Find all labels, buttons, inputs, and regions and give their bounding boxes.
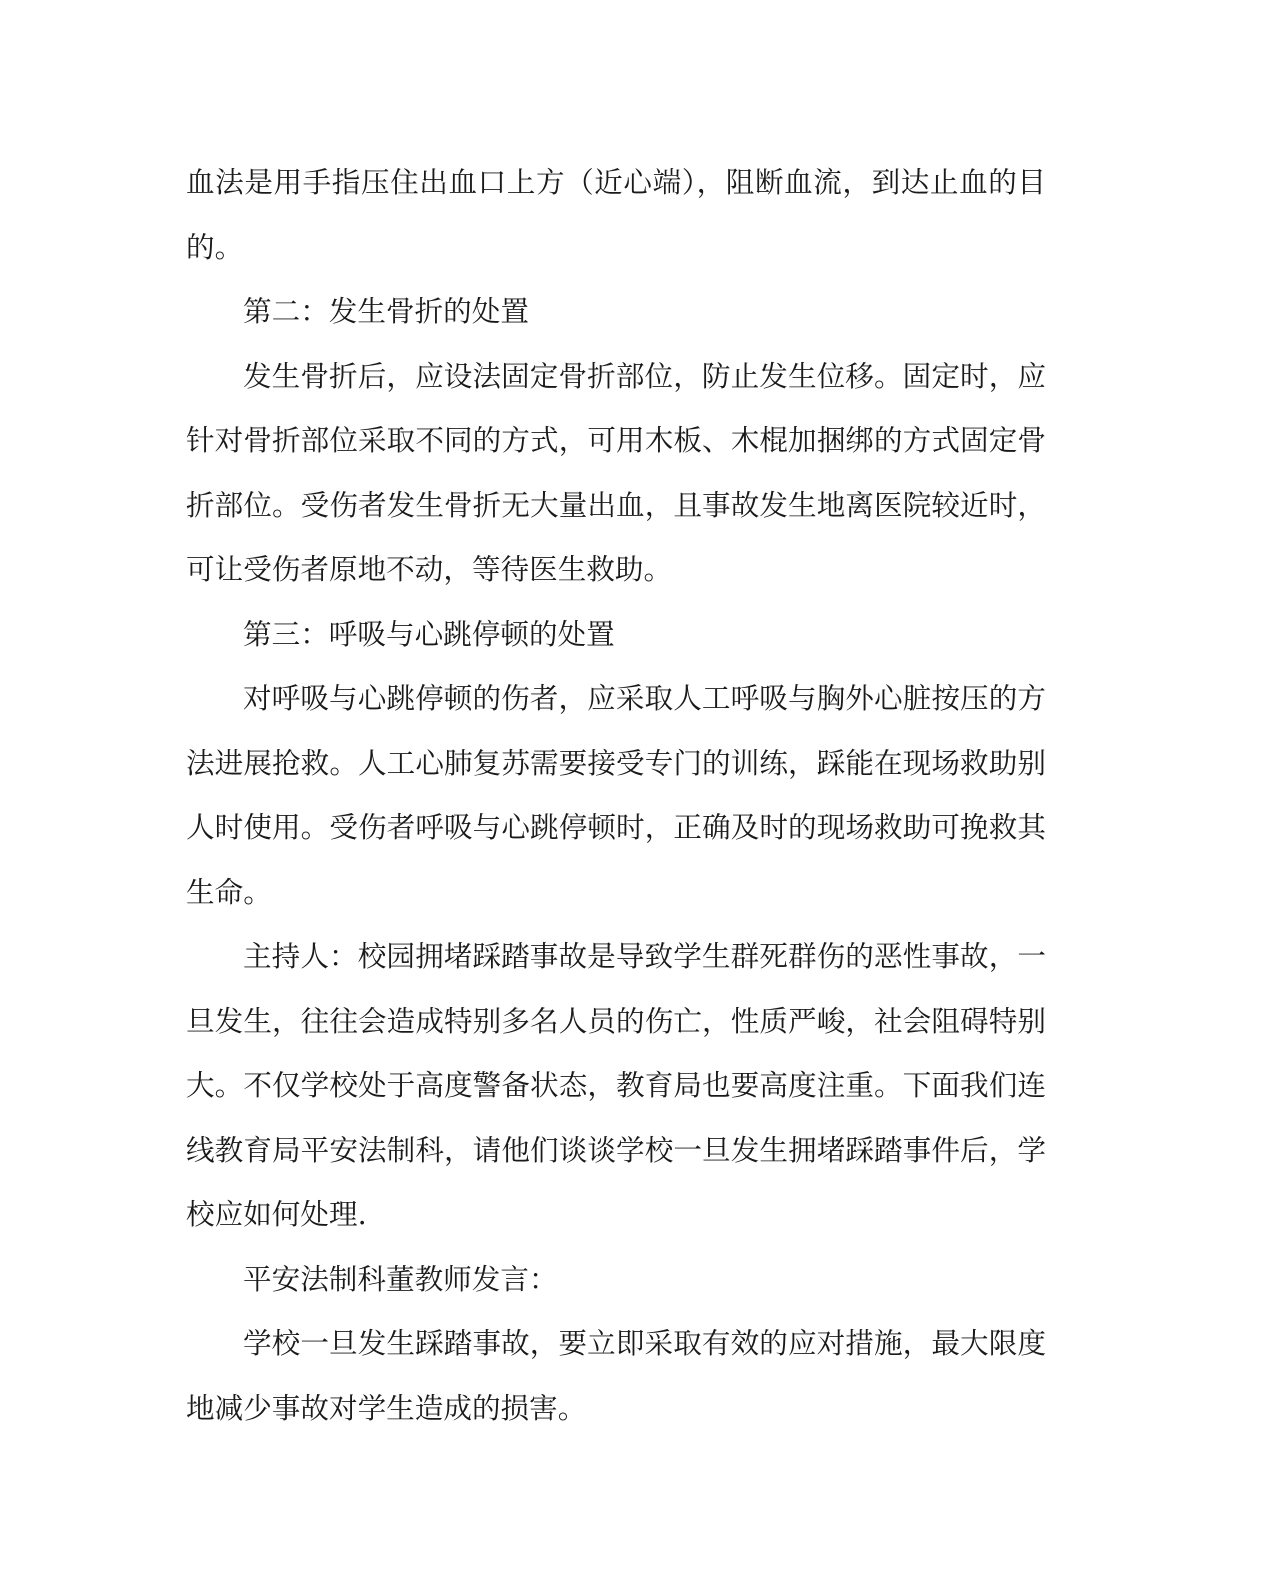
paragraph-teacher-speech: 学校一旦发生踩踏事故，要立即采取有效的应对措施，最大限度地减少事故对学生造成的损害。 (186, 1326, 1046, 1425)
paragraph-fracture: 发生骨折后，应设法固定骨折部位，防止发生位移。固定时，应针对骨折部位采取不同的方式，可用木板、木棍加捆绑的方式固定骨折部位。受伤者发生骨折无大量出血，且事故发生地离医院较近时，可让受伤者原地不动，等待医生救助。 (186, 358, 1046, 586)
body-text (186, 150, 1046, 1440)
heading-cardiac-arrest: 第三：呼吸与心跳停顿的处置 (243, 616, 615, 651)
paragraph-hemostasis-continued: 血法是用手指压住出血口上方（近心端），阻断血流，到达止血的目的。 (186, 165, 1046, 264)
paragraph-host-remarks: 主持人：校园拥堵踩踏事故是导致学生群死群伤的恶性事故，一旦发生，往往会造成特别多名人员的伤亡，性质严峻，社会阻碍特别大。不仅学校处于高度警备状态，教育局也要高度注重。下面我们连线教育局平安法制科，请他们谈谈学校一旦发生拥堵踩踏事件后，学校应如何处理. (186, 939, 1046, 1231)
heading-teacher-speech: 平安法制科董教师发言： (243, 1261, 558, 1296)
heading-fracture: 第二：发生骨折的处置 (243, 294, 529, 328)
paragraph-cardiac-arrest: 对呼吸与心跳停顿的伤者，应采取人工呼吸与胸外心脏按压的方法进展抢救。人工心肺复苏需要接受专门的训练，踩能在现场救助别人时使用。受伤者呼吸与心跳停顿时，正确及时的现场救助可挽救其生命。 (186, 681, 1046, 909)
